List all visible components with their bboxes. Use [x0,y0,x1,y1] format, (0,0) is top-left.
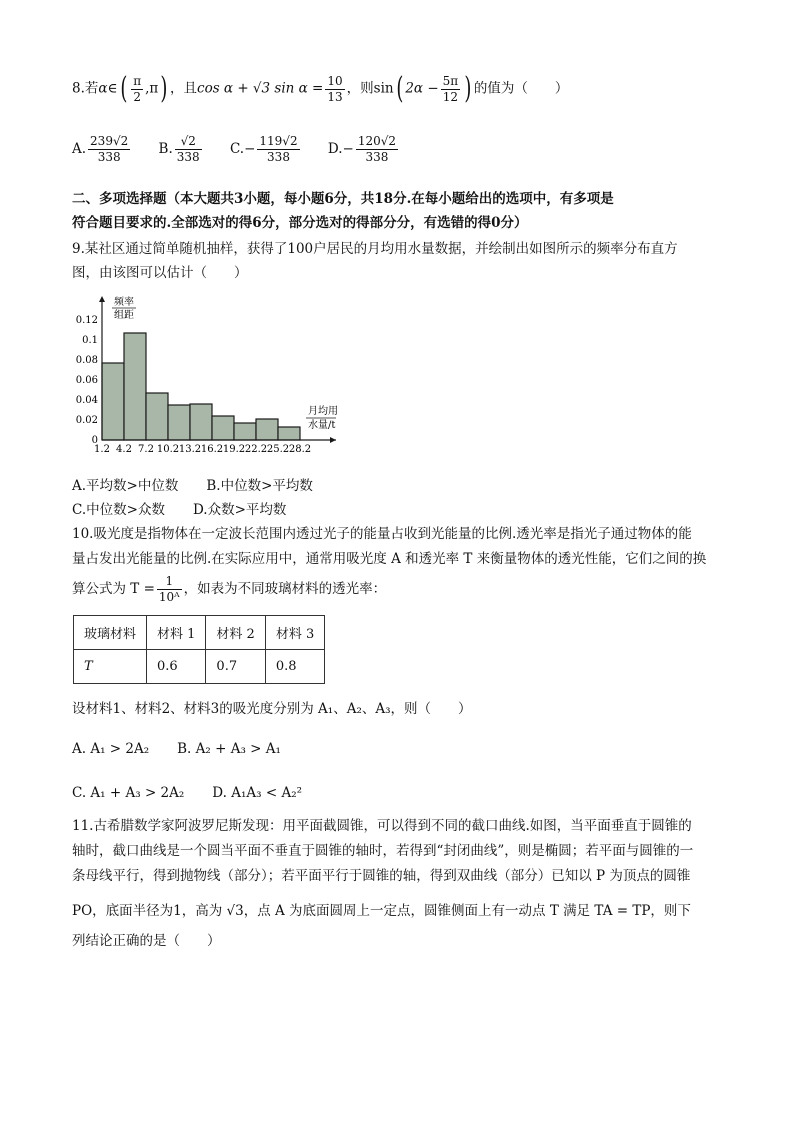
table-header-cell: 玻璃材料 [74,616,147,650]
q9-line1: 9.某社区通过简单随机抽样，获得了100户居民的月均用水量数据，并绘制出如图所示的频率分布直方 [72,241,678,257]
table-header-cell: 材料 1 [147,616,206,650]
histogram-bar [256,419,278,440]
q10-option-c[interactable]: C. A₁ + A₃ > 2A₂ [72,785,185,801]
q8-paren-right2: ) [464,71,472,106]
q8-suffix: 的值为（ ） [473,80,569,97]
histogram-bar [190,404,212,440]
y-axis-title-bottom: 组距 [114,310,134,321]
y-tick-label: 0.02 [75,415,98,426]
q9-options-row1 [72,475,313,497]
x-tick-label: 25.2 [266,444,290,455]
table-header-row [74,616,325,650]
q8-cos-part: cos α + √3 sin α = [197,80,324,97]
y-tick-label: 0 [91,435,98,446]
q8-inner-expr: 2α − [405,80,439,97]
q8-opt-a-num: 239√2 [90,134,129,148]
x-tick-label: 10.2 [156,444,180,455]
q8-opt-c-label: C. [229,141,245,157]
q9-option-a[interactable]: A.平均数>中位数 [72,478,179,494]
q8-paren-right: ) [160,71,168,106]
q8-cond-prefix: ，且 [170,80,198,97]
transmittance-table [73,615,325,684]
q8-opt-b-num: √2 [175,134,202,150]
q8-paren-left2: ( [395,71,403,106]
q8-paren-left: ( [119,71,127,106]
histogram-bar [212,416,234,440]
table-row [74,650,325,684]
q8-options [72,134,400,165]
y-axis-title-top: 频率 [114,297,134,308]
q8-opt-d-sign: − [342,141,354,157]
y-axis-arrow [99,296,105,302]
q8-pi-den: 2 [133,89,141,104]
q8-cond-den: 13 [327,89,343,104]
q11-line1: 11.古希腊数学家阿波罗尼斯发现：用平面截圆锥，可以得到不同的截口曲线.如图，当平面垂直于圆锥的 [72,818,692,834]
y-tick-label: 0.12 [75,315,98,326]
q9-options-row2 [72,499,286,521]
q8-option-d[interactable] [327,134,400,164]
q8-opt-b-frac [175,134,202,165]
y-tick-label: 0.1 [82,335,98,346]
table-header-cell: 材料 2 [206,616,265,650]
table-cell: 0.6 [147,650,206,684]
x-axis-title-top: 月均用 [308,406,338,417]
q10-option-a[interactable]: A. A₁ > 2A₂ [72,741,150,757]
histogram-bar [102,363,124,440]
q10-formula-line [72,574,386,605]
x-tick-label: 7.2 [138,444,154,455]
q8-opt-d-label: D. [327,141,343,157]
q8-inner-den: 12 [442,89,459,104]
q9-option-d[interactable]: D.众数>平均数 [192,502,287,518]
q8-opt-d-num: 120√2 [357,134,397,148]
q10-options-row2 [72,782,302,804]
x-tick-label: 13.2 [178,444,202,455]
q9-option-b[interactable]: B.中位数>平均数 [206,478,313,494]
table-header-cell: 材料 3 [265,616,324,650]
table-cell: T [74,650,147,684]
q8-option-b[interactable] [158,134,204,164]
q8-sin: sin [373,80,394,97]
section2-line1: 二、多项选择题（本大题共3小题，每小题6分，共18分.在每小题给出的选项中，有多项是 [72,191,614,207]
q10-options-row1 [72,738,281,760]
q8-then: ，则 [346,80,374,97]
q8-prefix: 8.若 [72,80,99,97]
q8-opt-d-frac [356,134,398,165]
q10-line2: 量占发出光能量的比例.在实际应用中，通常用吸光度 A 和透光率 T 来衡量物体的透光性能，它们之间的换 [72,551,707,567]
table-cell: 0.8 [265,650,324,684]
section2-line2: 符合题目要求的.全部选对的得6分，部分选对的得部分分，有选错的得0分） [72,215,528,231]
q8-inner-frac [441,74,461,105]
q10-line1: 10.吸光度是指物体在一定波长范围内透过光子的能量占收到光能量的比例.透光率是指光子通过物体的能 [72,526,692,542]
q8-opt-c-den: 338 [267,150,290,164]
histogram-bar [278,427,300,440]
q8-opt-c-sign: − [244,141,256,157]
x-tick-label: 4.2 [116,444,132,455]
q10-formula-suffix: ，如表为不同玻璃材料的透光率： [183,581,387,597]
q8-opt-a-frac [88,134,130,165]
histogram-bar [168,405,190,440]
q8-opt-a-label: A. [72,141,87,157]
q8-opt-c-frac [257,134,299,165]
q11-line5: 列结论正确的是（ ） [72,933,221,949]
y-tick-label: 0.04 [75,395,98,406]
q11-line2: 轴时，截口曲线是一个圆当平面不垂直于圆锥的轴时，若得到“封闭曲线”，则是椭圆；若平面与圆锥的一 [72,843,694,859]
q8-opt-c-num: 119√2 [259,134,298,148]
histogram-chart [70,292,360,462]
q8-inner-num: 5π [442,73,459,88]
q8-opt-d-den: 338 [365,150,389,164]
q10-option-b[interactable]: B. A₂ + A₃ > A₁ [177,741,281,757]
q10-after-table: 设材料1、材料2、材料3的吸光度分别为 A₁、A₂、A₃，则（ ） [72,701,472,717]
x-axis-title-bottom: 水量/t [308,420,336,431]
q10-formula-num: 1 [157,574,182,590]
x-tick-label: 22.2 [244,444,268,455]
q8-opt-b-den: 338 [176,150,200,164]
q11-line3: 条母线平行，得到抛物线（部分）；若平面平行于圆锥的轴，得到双曲线（部分）已知以 P 为顶点的圆锥 [72,868,691,884]
q10-option-d[interactable]: D. A₁A₃ < A₂² [212,785,303,801]
histogram-root [76,295,338,455]
q10-formula-frac [157,574,182,605]
q8-in: ∈ [107,80,118,97]
y-tick-label: 0.08 [75,355,98,366]
q10-formula-den: 10ᴬ [158,590,180,604]
x-tick-label: 28.2 [288,444,312,455]
q9-line2: 图，由该图可以估计（ ） [72,265,248,281]
q8-stem [72,72,568,106]
q8-option-a[interactable] [72,134,132,164]
x-axis-arrow [330,437,336,443]
x-tick-label: 19.2 [222,444,246,455]
q8-pi-over-2 [131,74,143,105]
q8-opt-a-den: 338 [97,150,121,164]
q10-formula-prefix: 算公式为 T = [72,581,155,597]
y-tick-label: 0.06 [75,375,98,386]
q9-option-c[interactable]: C.中位数>众数 [72,502,165,518]
q8-opt-b-label: B. [158,141,173,157]
x-tick-label: 1.2 [94,444,110,455]
histogram-bar [146,393,168,440]
q8-cond-num: 10 [327,73,343,88]
q8-option-c[interactable] [229,134,302,164]
histogram-bar [124,333,146,440]
q8-interval-tail: ,π [145,80,159,97]
q8-pi-num: π [133,73,142,88]
q11-line4: PO，底面半径为1，高为 √3，点 A 为底面圆周上一定点，圆锥侧面上有一动点 T 满足 TA = TP，则下 [72,903,691,919]
q8-cond-frac [325,74,344,105]
x-tick-label: 16.2 [200,444,224,455]
histogram-bar [234,423,256,440]
q8-alpha: α [98,80,108,97]
table-cell: 0.7 [206,650,265,684]
